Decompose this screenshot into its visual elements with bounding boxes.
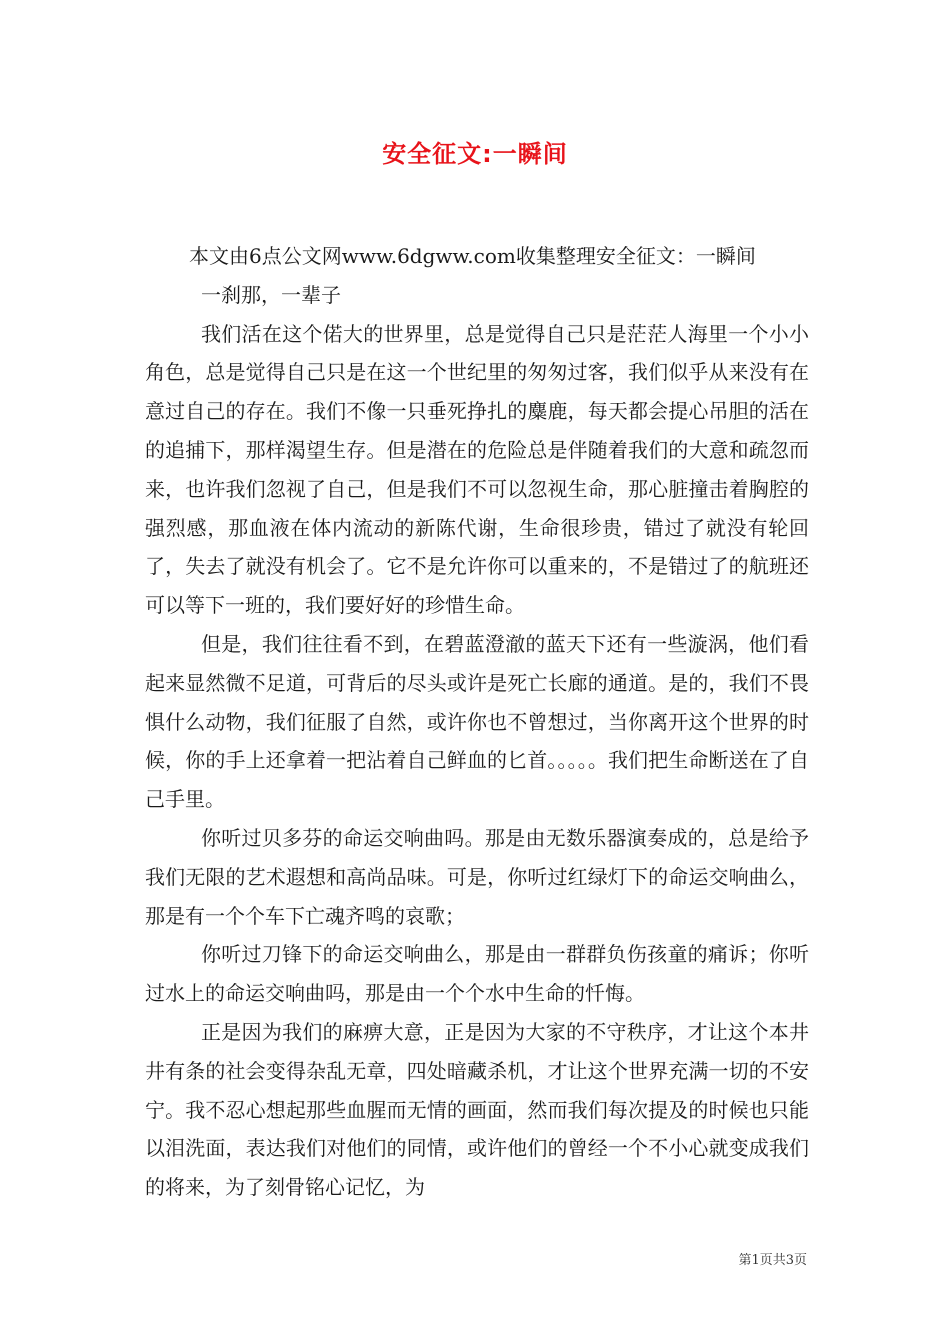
page-number: 第1页共3页: [738, 1253, 807, 1268]
paragraph-4: 你听过刀锋下的命运交响曲么，那是由一群群负伤孩童的痛诉；你听过水上的命运交响曲吗，那是由一个个水中生命的忏悔。: [145, 942, 809, 1006]
paragraph-5: 正是因为我们的麻痹大意，正是因为大家的不守秩序，才让这个本井井有条的社会变得杂乱无章，四处暗藏杀机，才让这个世界充满一切的不安宁。我不忍心想起那些血腥而无情的画面，然而我们每次提及的时候也只能以泪洗面，表达我们对他们的同情，或许他们的曾经一个不小心就变成我们的将来，为了刻骨铭心记忆，为: [145, 1019, 809, 1200]
document-title: 安全征文:一瞬间: [382, 140, 568, 168]
subtitle-line: 一刹那，一辈子: [201, 282, 341, 307]
document-body: [145, 237, 809, 1207]
paragraph-2: 但是，我们往往看不到，在碧蓝澄澈的蓝天下还有一些漩涡，他们看起来显然微不足道，可背后的尽头或许是死亡长廊的通道。是的，我们不畏惧什么动物，我们征服了自然，或许你也不曾想过，当你离开这个世界的时候，你的手上还拿着一把沾着自己鲜血的匕首。。。。。我们把生命断送在了自己手里。: [145, 631, 809, 812]
intro-line: 本文由6点公文网www.6dgww.com收集整理安全征文：一瞬间: [189, 244, 756, 268]
paragraph-3: 你听过贝多芬的命运交响曲吗。那是由无数乐器演奏成的，总是给予我们无限的艺术遐想和高尚品味。可是，你听过红绿灯下的命运交响曲么，那是有一个个车下亡魂齐鸣的哀歌；: [145, 825, 809, 928]
paragraph-1: 我们活在这个偌大的世界里，总是觉得自己只是茫茫人海里一个小小角色，总是觉得自己只是在这一个世纪里的匆匆过客，我们似乎从来没有在意过自己的存在。我们不像一只垂死挣扎的麋鹿，每天都会提心吊胆的活在的追捕下，那样渴望生存。但是潜在的危险总是伴随着我们的大意和疏忽而来，也许我们忽视了自己，但是我们不可以忽视生命，那心脏撞击着胸腔的强烈感，那血液在体内流动的新陈代谢，生命很珍贵，错过了就没有轮回了，失去了就没有机会了。它不是允许你可以重来的，不是错过了的航班还可以等下一班的，我们要好好的珍惜生命。: [145, 321, 809, 618]
